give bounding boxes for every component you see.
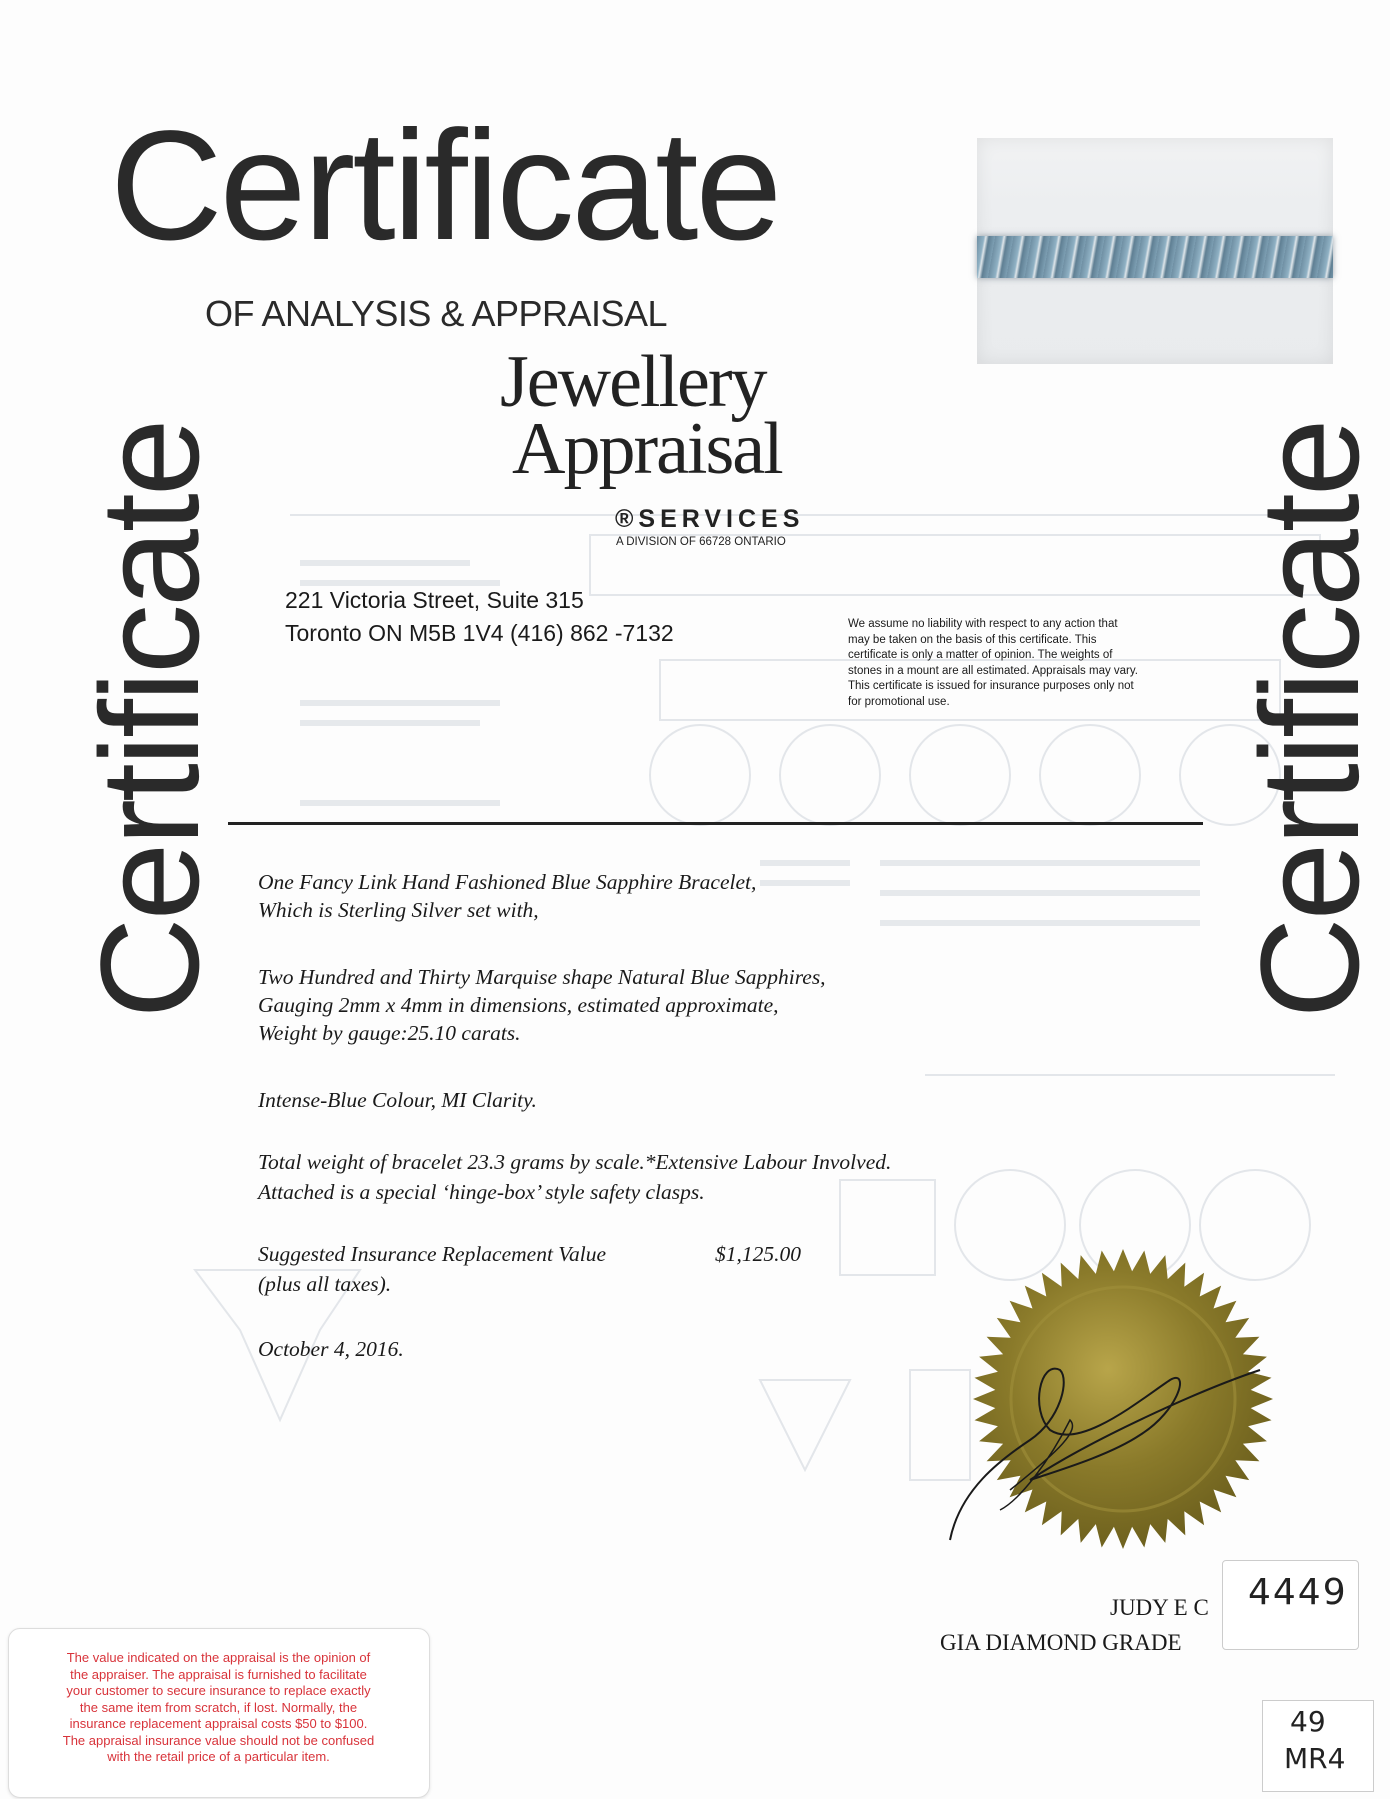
- sticker-line: with the retail price of a particular item.: [107, 1749, 330, 1764]
- sticker-line: insurance replacement appraisal costs $50 to $100.: [69, 1716, 368, 1731]
- side-certificate-right: Certificate: [1231, 421, 1388, 1019]
- description-line8: Attached is a special ‘hinge-box’ style safety clasps.: [258, 1180, 705, 1204]
- replacement-value-label: Suggested Insurance Replacement Value: [258, 1242, 607, 1266]
- company-division: A DIVISION OF 66728 ONTARIO: [616, 536, 786, 548]
- tag-code-line1: 49: [1290, 1705, 1326, 1738]
- description-line10: (plus all taxes).: [258, 1272, 392, 1296]
- replacement-value-amount: $1,125.00: [715, 1242, 801, 1266]
- sticker-line: your customer to secure insurance to replace exactly: [66, 1683, 371, 1698]
- sticker-line: the same item from scratch, if lost. Normally, the: [79, 1699, 358, 1715]
- description-line5: Weight by gauge:25.10 carats.: [258, 1021, 521, 1045]
- divider-rule: [228, 822, 1203, 825]
- sticker-text: [26, 1650, 411, 1766]
- address-line2: Toronto ON M5B 1V4 (416) 862 -7132: [285, 620, 674, 646]
- side-certificate-left: Certificate: [71, 421, 228, 1019]
- company-name-line2: Appraisal: [512, 408, 782, 490]
- description-line3: Two Hundred and Thirty Marquise shape Natural Blue Sapphires,: [258, 965, 826, 989]
- sticker-line: The value indicated on the appraisal is the opinion of: [66, 1650, 371, 1665]
- address-line1: 221 Victoria Street, Suite 315: [285, 587, 584, 613]
- description-line2: Which is Sterling Silver set with,: [258, 898, 539, 922]
- sticker-line: the appraiser. The appraisal is furnished to facilitate: [70, 1666, 367, 1682]
- tag-number: 4449: [1248, 1572, 1348, 1613]
- certificate-subtitle: OF ANALYSIS & APPRAISAL: [205, 293, 668, 334]
- appraiser-name: JUDY E C: [1110, 1595, 1209, 1620]
- sticker-line: The appraisal insurance value should not be confused: [62, 1732, 375, 1748]
- certificate-title: Certificate: [110, 99, 780, 273]
- appraisal-date: October 4, 2016.: [258, 1337, 404, 1361]
- description-line6: Intense-Blue Colour, MI Clarity.: [258, 1088, 537, 1112]
- company-services: ®SERVICES: [615, 505, 805, 533]
- signature-scribble: [940, 1340, 1280, 1550]
- description-line7: Total weight of bracelet 23.3 grams by scale.*Extensive Labour Involved.: [258, 1150, 892, 1174]
- company-name-line1: Jewellery: [500, 341, 766, 423]
- appraiser-title: GIA DIAMOND GRADE: [940, 1630, 1182, 1655]
- description-line4: Gauging 2mm x 4mm in dimensions, estimated approximate,: [258, 993, 779, 1017]
- liability-disclaimer: We assume no liability with respect to any action that may be taken on the basis of this certificate. This certificate is only a matter of opinion. The weights of stones in a mount are all estimated. Appraisals may vary. This certificate is issued for insurance purposes only not for promotional use.: [848, 618, 1138, 708]
- description-line1: One Fancy Link Hand Fashioned Blue Sapphire Bracelet,: [258, 870, 757, 894]
- tag-code-line2: MR4: [1284, 1742, 1346, 1775]
